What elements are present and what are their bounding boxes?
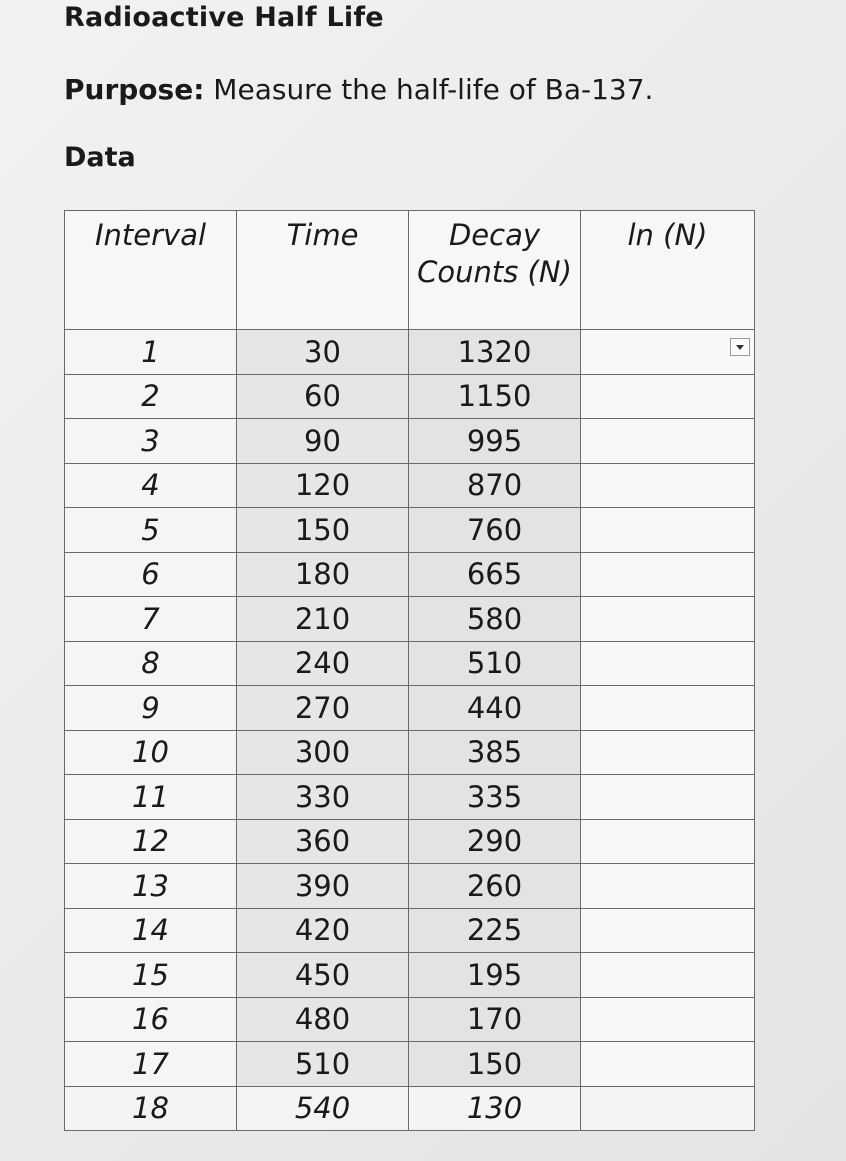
ln-n-cell[interactable] bbox=[581, 730, 755, 775]
interval-cell-value: 10 bbox=[132, 735, 169, 770]
interval-cell bbox=[65, 775, 237, 820]
ln-n-cell[interactable] bbox=[581, 463, 755, 508]
ln-n-cell[interactable] bbox=[581, 1042, 755, 1087]
ln-n-cell[interactable] bbox=[581, 953, 755, 998]
time-cell-value: 30 bbox=[304, 334, 341, 369]
time-cell-value: 300 bbox=[294, 735, 351, 770]
decay-counts-cell bbox=[409, 819, 581, 864]
table-row bbox=[65, 819, 755, 864]
decay-counts-cell-value: 130 bbox=[466, 1091, 523, 1126]
ln-n-cell[interactable] bbox=[581, 819, 755, 864]
header-decay-counts-label: Decay Counts (N) bbox=[417, 218, 572, 289]
interval-cell-value: 5 bbox=[141, 512, 160, 547]
interval-cell bbox=[65, 730, 237, 775]
interval-cell-value: 8 bbox=[141, 646, 160, 681]
interval-cell bbox=[65, 908, 237, 953]
interval-cell bbox=[65, 641, 237, 686]
ln-n-cell[interactable] bbox=[581, 597, 755, 642]
interval-cell bbox=[65, 1086, 237, 1131]
decay-counts-cell-value: 260 bbox=[466, 868, 523, 903]
decay-counts-cell-value: 580 bbox=[466, 601, 523, 636]
time-cell-value: 120 bbox=[294, 468, 351, 503]
interval-cell-value: 12 bbox=[132, 824, 169, 859]
time-cell-value: 540 bbox=[294, 1091, 351, 1126]
table-row bbox=[65, 864, 755, 909]
page-title: Radioactive Half Life bbox=[64, 2, 384, 33]
decay-counts-cell-value: 510 bbox=[466, 646, 523, 681]
ln-n-cell[interactable] bbox=[581, 686, 755, 731]
time-cell bbox=[237, 552, 409, 597]
time-cell bbox=[237, 686, 409, 731]
time-cell bbox=[237, 419, 409, 464]
decay-counts-cell bbox=[409, 463, 581, 508]
interval-cell bbox=[65, 508, 237, 553]
time-cell-value: 420 bbox=[294, 913, 351, 948]
interval-cell-value: 15 bbox=[132, 957, 169, 992]
time-cell bbox=[237, 730, 409, 775]
table-header-row bbox=[65, 211, 755, 330]
decay-counts-cell-value: 1320 bbox=[457, 334, 532, 369]
decay-counts-cell-value: 760 bbox=[466, 512, 523, 547]
interval-cell-value: 4 bbox=[141, 468, 160, 503]
decay-counts-cell bbox=[409, 374, 581, 419]
header-ln-n: ln (N) bbox=[581, 211, 755, 330]
table-body bbox=[65, 330, 755, 1131]
time-cell-value: 90 bbox=[304, 423, 341, 458]
interval-cell bbox=[65, 997, 237, 1042]
decay-counts-cell bbox=[409, 641, 581, 686]
ln-n-cell[interactable] bbox=[581, 552, 755, 597]
interval-cell-value: 17 bbox=[132, 1046, 169, 1081]
decay-counts-cell-value: 335 bbox=[466, 779, 523, 814]
table-row bbox=[65, 1042, 755, 1087]
decay-counts-cell-value: 665 bbox=[466, 557, 523, 592]
time-cell bbox=[237, 908, 409, 953]
ln-n-cell[interactable] bbox=[581, 997, 755, 1042]
purpose-text: Measure the half-life of Ba-137. bbox=[204, 73, 654, 106]
purpose-line bbox=[64, 73, 653, 106]
table-row bbox=[65, 908, 755, 953]
decay-counts-cell bbox=[409, 597, 581, 642]
time-cell bbox=[237, 1086, 409, 1131]
time-cell-value: 510 bbox=[294, 1046, 351, 1081]
time-cell-value: 210 bbox=[294, 601, 351, 636]
table-row bbox=[65, 997, 755, 1042]
decay-counts-cell-value: 195 bbox=[466, 957, 523, 992]
decay-counts-cell-value: 290 bbox=[466, 824, 523, 859]
interval-cell bbox=[65, 686, 237, 731]
time-cell bbox=[237, 953, 409, 998]
table-row bbox=[65, 374, 755, 419]
decay-counts-cell bbox=[409, 730, 581, 775]
time-cell-value: 240 bbox=[294, 646, 351, 681]
table-row bbox=[65, 419, 755, 464]
table-row bbox=[65, 775, 755, 820]
data-table bbox=[64, 210, 755, 1131]
interval-cell-value: 7 bbox=[141, 601, 160, 636]
decay-counts-cell-value: 170 bbox=[466, 1002, 523, 1037]
table-row bbox=[65, 508, 755, 553]
dropdown-arrow-icon[interactable] bbox=[730, 338, 750, 356]
interval-cell-value: 3 bbox=[141, 423, 160, 458]
time-cell-value: 450 bbox=[294, 957, 351, 992]
decay-counts-cell bbox=[409, 997, 581, 1042]
decay-counts-cell-value: 385 bbox=[466, 735, 523, 770]
header-decay-counts bbox=[409, 211, 581, 330]
table-row bbox=[65, 953, 755, 998]
time-cell bbox=[237, 463, 409, 508]
ln-n-cell[interactable] bbox=[581, 775, 755, 820]
time-cell-value: 330 bbox=[294, 779, 351, 814]
time-cell-value: 270 bbox=[294, 690, 351, 725]
decay-counts-cell-value: 870 bbox=[466, 468, 523, 503]
table-row bbox=[65, 330, 755, 375]
time-cell-value: 360 bbox=[294, 824, 351, 859]
time-cell bbox=[237, 374, 409, 419]
ln-n-cell[interactable] bbox=[581, 374, 755, 419]
interval-cell bbox=[65, 419, 237, 464]
table-row bbox=[65, 597, 755, 642]
time-cell bbox=[237, 641, 409, 686]
data-heading: Data bbox=[64, 142, 136, 173]
decay-counts-cell-value: 150 bbox=[466, 1046, 523, 1081]
ln-n-cell[interactable] bbox=[581, 508, 755, 553]
table-row bbox=[65, 1086, 755, 1131]
table-row bbox=[65, 686, 755, 731]
interval-cell-value: 9 bbox=[141, 690, 160, 725]
time-cell bbox=[237, 508, 409, 553]
ln-n-cell[interactable] bbox=[581, 908, 755, 953]
decay-counts-cell bbox=[409, 552, 581, 597]
interval-cell bbox=[65, 374, 237, 419]
decay-counts-cell bbox=[409, 330, 581, 375]
decay-counts-cell bbox=[409, 686, 581, 731]
ln-n-cell[interactable] bbox=[581, 864, 755, 909]
interval-cell bbox=[65, 463, 237, 508]
time-cell-value: 60 bbox=[304, 379, 341, 414]
decay-counts-cell bbox=[409, 1086, 581, 1131]
time-cell bbox=[237, 330, 409, 375]
interval-cell-value: 18 bbox=[132, 1091, 169, 1126]
time-cell bbox=[237, 819, 409, 864]
decay-counts-cell bbox=[409, 1042, 581, 1087]
decay-counts-cell bbox=[409, 953, 581, 998]
interval-cell-value: 1 bbox=[141, 334, 160, 369]
decay-counts-cell-value: 1150 bbox=[457, 379, 532, 414]
time-cell-value: 480 bbox=[294, 1002, 351, 1037]
time-cell bbox=[237, 997, 409, 1042]
interval-cell-value: 6 bbox=[141, 557, 160, 592]
decay-counts-cell bbox=[409, 508, 581, 553]
table-row bbox=[65, 552, 755, 597]
decay-counts-cell bbox=[409, 864, 581, 909]
interval-cell-value: 14 bbox=[132, 913, 169, 948]
interval-cell-value: 13 bbox=[132, 868, 169, 903]
time-cell bbox=[237, 864, 409, 909]
table-row bbox=[65, 463, 755, 508]
time-cell bbox=[237, 597, 409, 642]
time-cell bbox=[237, 1042, 409, 1087]
interval-cell bbox=[65, 1042, 237, 1087]
decay-counts-cell bbox=[409, 908, 581, 953]
time-cell bbox=[237, 775, 409, 820]
table-row bbox=[65, 641, 755, 686]
time-cell-value: 180 bbox=[294, 557, 351, 592]
interval-cell bbox=[65, 597, 237, 642]
table-row bbox=[65, 730, 755, 775]
decay-counts-cell-value: 440 bbox=[466, 690, 523, 725]
interval-cell bbox=[65, 552, 237, 597]
header-time: Time bbox=[237, 211, 409, 330]
interval-cell-value: 11 bbox=[132, 779, 169, 814]
interval-cell bbox=[65, 330, 237, 375]
time-cell-value: 150 bbox=[294, 512, 351, 547]
interval-cell bbox=[65, 819, 237, 864]
ln-n-cell[interactable] bbox=[581, 1086, 755, 1131]
interval-cell-value: 2 bbox=[141, 379, 160, 414]
interval-cell bbox=[65, 953, 237, 998]
decay-counts-cell-value: 225 bbox=[466, 913, 523, 948]
interval-cell bbox=[65, 864, 237, 909]
decay-counts-cell-value: 995 bbox=[466, 423, 523, 458]
ln-n-cell[interactable] bbox=[581, 419, 755, 464]
ln-n-cell[interactable] bbox=[581, 641, 755, 686]
header-interval: Interval bbox=[65, 211, 237, 330]
ln-n-cell[interactable] bbox=[581, 330, 755, 375]
decay-counts-cell bbox=[409, 419, 581, 464]
interval-cell-value: 16 bbox=[132, 1002, 169, 1037]
decay-counts-cell bbox=[409, 775, 581, 820]
purpose-label: Purpose: bbox=[64, 73, 205, 106]
time-cell-value: 390 bbox=[294, 868, 351, 903]
